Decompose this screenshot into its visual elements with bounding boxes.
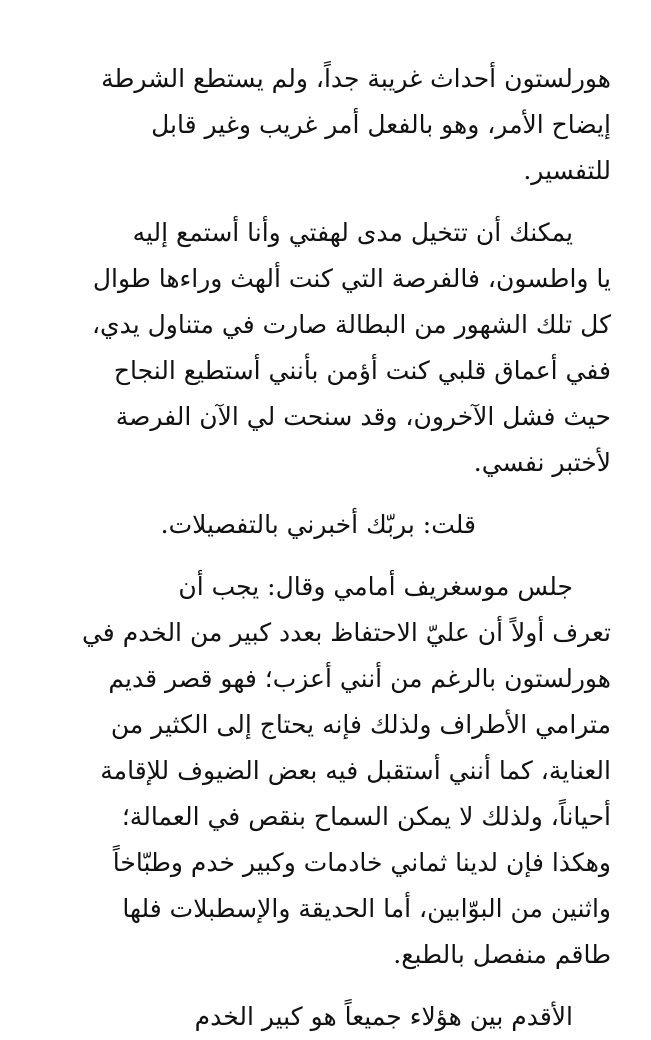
paragraph-1 [40, 56, 611, 194]
text-line: هورلستون أحداث غريبة جداً، ولم يستطع الشرطة [101, 64, 611, 93]
paragraph-4 [40, 564, 611, 978]
text-line: وهكذا فإن لدينا ثماني خادمات وكبير خدم وطبّاخاً [112, 848, 611, 877]
text-line: الأقدم بين هؤلاء جميعاً هو كبير الخدم [194, 1002, 573, 1031]
text-line: إيضاح الأمر، وهو بالفعل أمر غريب وغير قابل [151, 110, 611, 139]
text-line: كل تلك الشهور من البطالة صارت في متناول يدي، [91, 310, 611, 339]
text-line: يمكنك أن تتخيل مدى لهفتي وأنا أستمع إليه [132, 218, 573, 247]
paragraph-2 [40, 210, 611, 486]
text-line: واثنين من البوّابين، أما الحديقة والإسطبلات فلها [122, 894, 611, 923]
paragraph-5 [40, 994, 611, 1040]
text-line: مترامي الأطراف ولذلك فإنه يحتاج إلى الكثير من [110, 710, 611, 739]
text-line: حيث فشل الآخرون، وقد سنحت لي الآن الفرصة [115, 402, 611, 431]
text-line: ففي أعماق قلبي كنت أؤمن بأنني أستطيع النجاح [113, 356, 611, 385]
text-line: لأختبر نفسي. [473, 448, 611, 477]
paragraph-3 [40, 502, 611, 548]
text-line: يا واطسون، فالفرصة التي كنت ألهث وراءها طوال [92, 264, 611, 293]
text-line: أحياناً، ولذلك لا يمكن السماح بنقص في العمالة؛ [121, 802, 611, 831]
text-line: هورلستون بالرغم من أنني أعزب؛ فهو قصر قديم [108, 664, 611, 693]
text-line: طاقم منفصل بالطبع. [393, 940, 611, 969]
text-line: تعرف أولاً أن عليّ الاحتفاظ بعدد كبير من الخدم في [81, 618, 611, 647]
text-line: قلت: بربّك أخبرني بالتفصيلات. [160, 510, 476, 539]
text-line: جلس موسغريف أمامي وقال: يجب أن [178, 572, 573, 601]
text-line: للتفسير. [523, 156, 611, 185]
text-line: العناية، كما أنني أستقبل فيه بعض الضيوف للإقامة [100, 756, 611, 785]
